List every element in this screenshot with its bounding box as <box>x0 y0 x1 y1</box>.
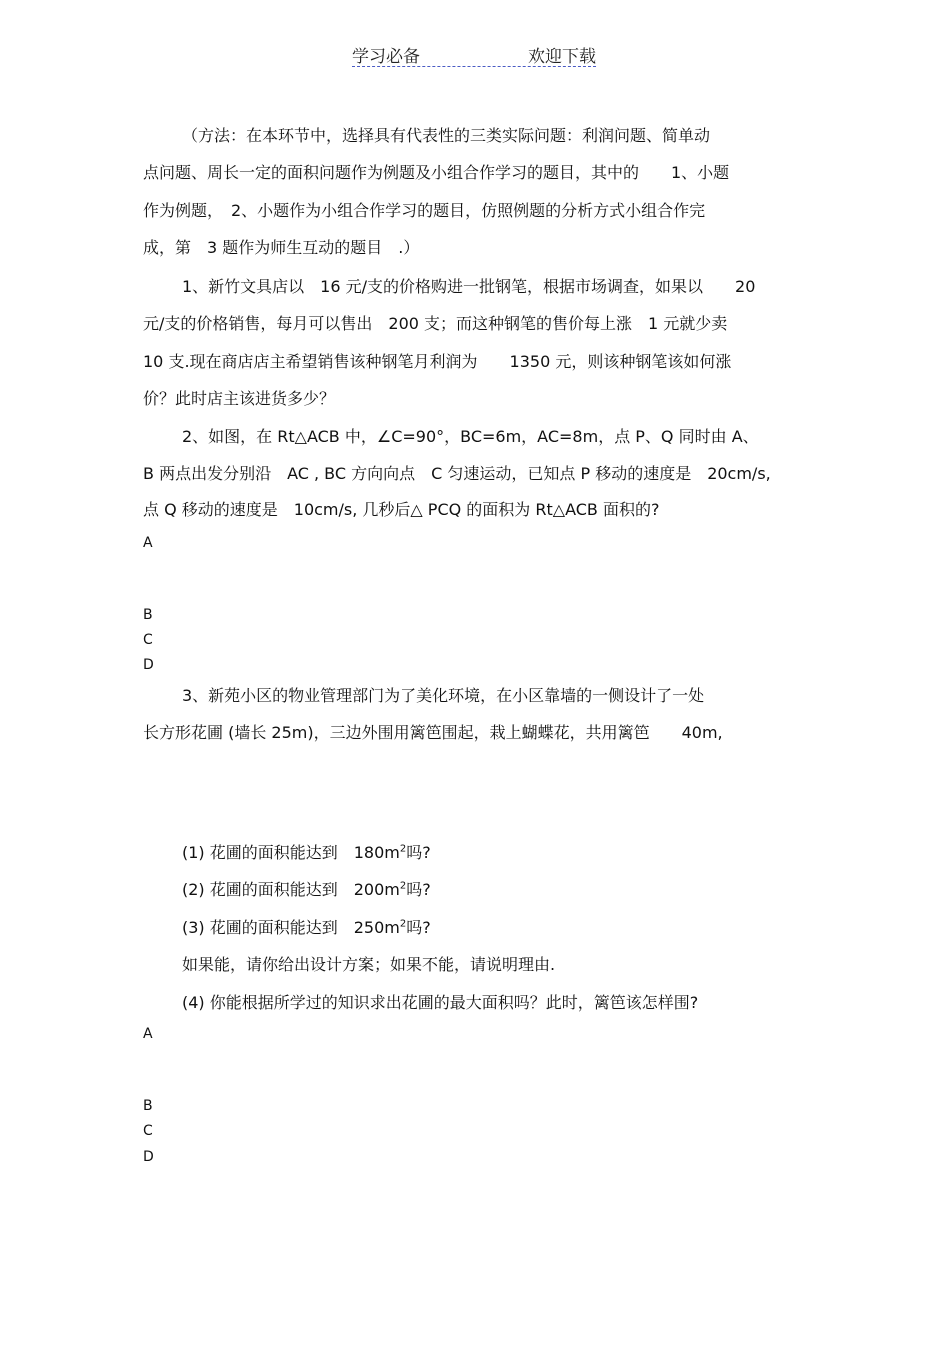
q3-line: 长方形花圃 (墙长 25m)，三边外围用篱笆围起，栽上蝴蝶花，共用篱笆 40m, <box>143 723 723 742</box>
subquestion-text: 吗? <box>406 880 431 899</box>
q3-line: 3、新苑小区的物业管理部门为了美化环境，在小区靠墙的一侧设计了一处 <box>182 686 705 705</box>
option-label-d: D <box>143 657 154 673</box>
intro-line: 成，第 3 题作为师生互动的题目 .） <box>143 238 420 257</box>
header-left-text: 学习必备 <box>352 47 420 67</box>
subquestion-4: (4) 你能根据所学过的知识求出花圃的最大面积吗？此时，篱笆该怎样围? <box>182 993 699 1012</box>
q2-line: 点 Q 移动的速度是 10cm/s, 几秒后△ PCQ 的面积为 Rt△ACB 面积的? <box>143 500 660 519</box>
option-label-c: C <box>143 1123 153 1139</box>
superscript: 2 <box>399 918 407 930</box>
intro-line: （方法：在本环节中，选择具有代表性的三类实际问题：利润问题、简单动 <box>182 126 711 145</box>
page-header <box>352 40 596 67</box>
intro-line: 点问题、周长一定的面积问题作为例题及小组合作学习的题目，其中的 1、小题 <box>143 163 730 182</box>
q2-line: B 两点出发分别沿 AC , BC 方向向点 C 匀速运动，已知点 P 移动的速度是 20cm/s, <box>143 464 771 483</box>
option-label-b: B <box>143 1098 153 1114</box>
q1-line: 价？此时店主该进货多少？ <box>143 389 336 408</box>
subquestion-text: (1) 花圃的面积能达到 180m <box>182 843 400 862</box>
superscript: 2 <box>399 880 407 892</box>
option-label-a: A <box>143 1026 153 1042</box>
subquestion-text: 吗? <box>406 843 431 862</box>
option-label-c: C <box>143 632 153 648</box>
option-label-d: D <box>143 1149 154 1165</box>
option-label-a: A <box>143 535 153 551</box>
superscript: 2 <box>399 843 407 855</box>
subquestion-1 <box>182 843 431 863</box>
q1-line: 1、新竹文具店以 16 元/支的价格购进一批钢笔，根据市场调查，如果以 20 <box>182 277 756 296</box>
q1-line: 元/支的价格销售，每月可以售出 200 支；而这种钢笔的售价每上涨 1 元就少卖 <box>143 314 728 333</box>
q2-line: 2、如图，在 Rt△ACB 中，∠C=90°，BC=6m，AC=8m，点 P、Q 同时由 A、 <box>182 427 759 446</box>
q1-line: 10 支.现在商店店主希望销售该种钢笔月利润为 1350 元，则该种钢笔该如何涨 <box>143 352 732 371</box>
subquestion-instruction: 如果能，请你给出设计方案；如果不能，请说明理由. <box>182 955 556 974</box>
subquestion-text: (2) 花圃的面积能达到 200m <box>182 880 400 899</box>
subquestion-text: (3) 花圃的面积能达到 250m <box>182 918 400 937</box>
subquestion-3 <box>182 918 431 938</box>
option-label-b: B <box>143 607 153 623</box>
intro-line: 作为例题， 2、小题作为小组合作学习的题目，仿照例题的分析方式小组合作完 <box>143 201 706 220</box>
header-right-text: 欢迎下载 <box>528 47 596 67</box>
subquestion-2 <box>182 880 431 900</box>
subquestion-text: 吗? <box>406 918 431 937</box>
